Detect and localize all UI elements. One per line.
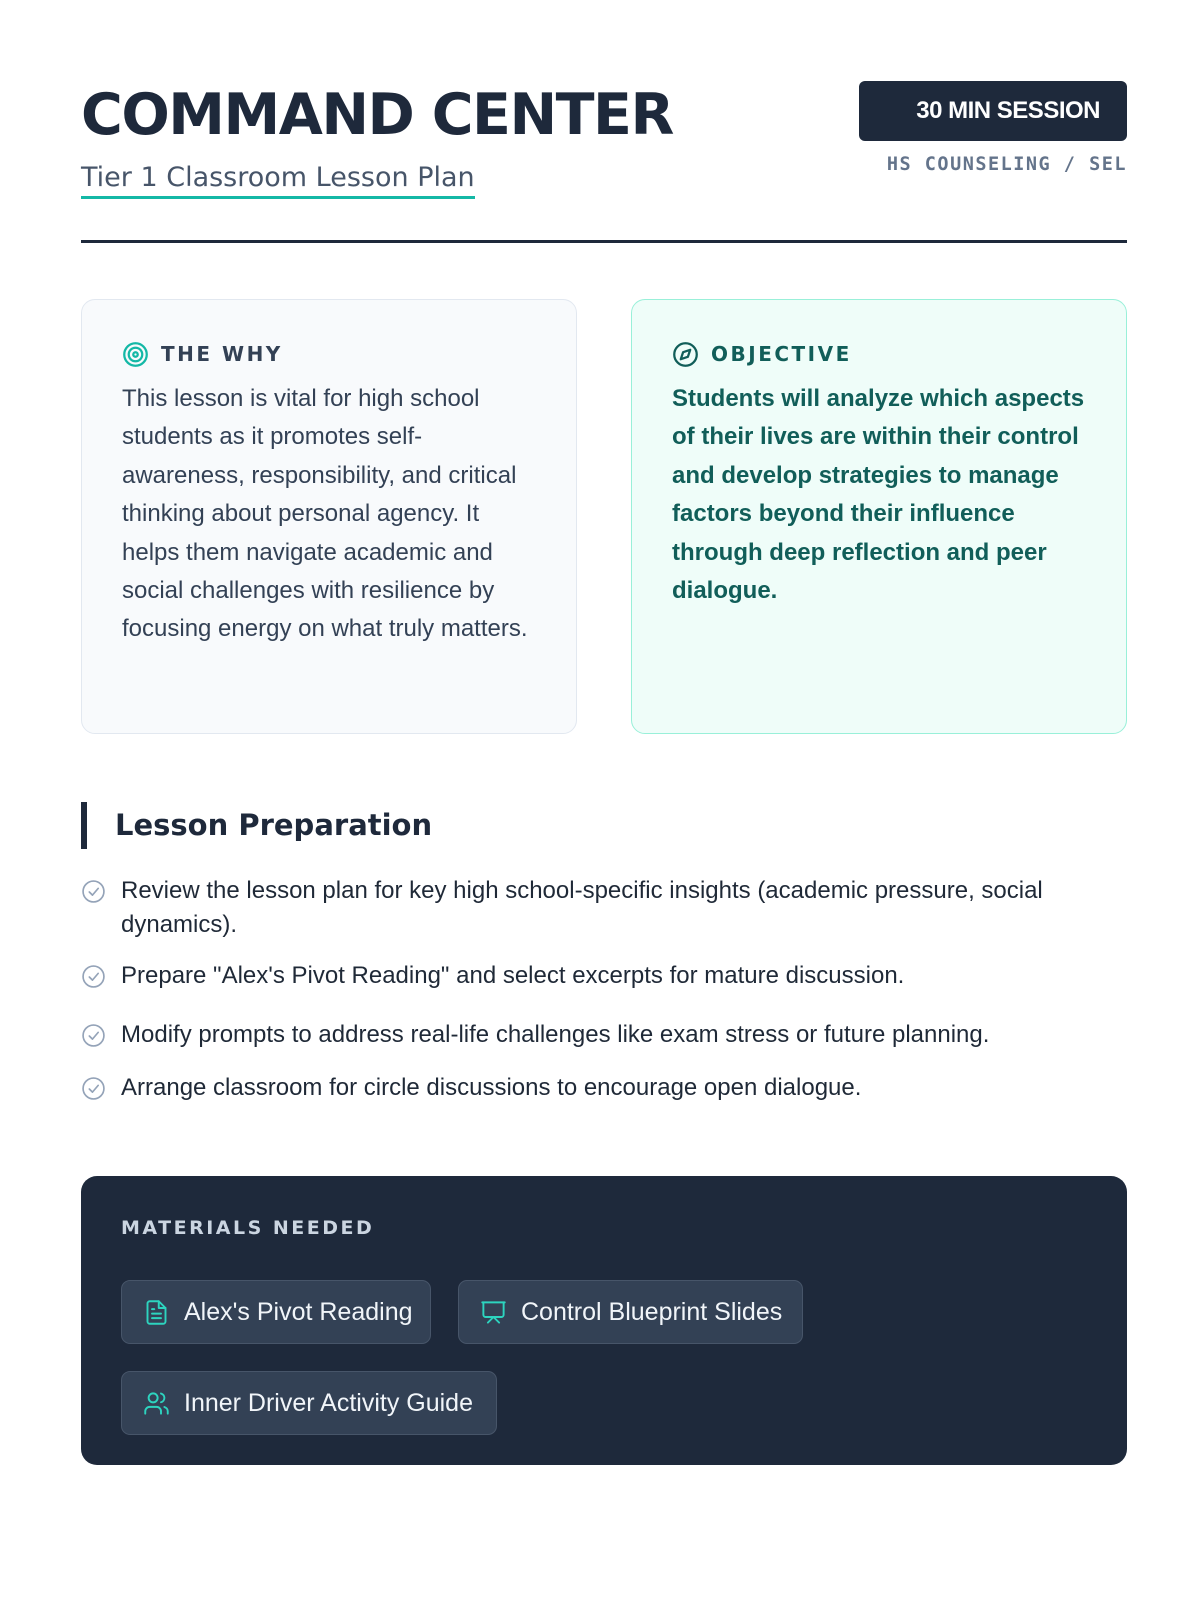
check-circle-icon (81, 964, 106, 989)
checklist-item-text: Modify prompts to address real-life challenges like exam stress or future planning. (121, 1021, 990, 1048)
material-chip-label: Alex's Pivot Reading (184, 1297, 413, 1326)
material-chip-pivot-reading[interactable] (121, 1280, 431, 1344)
material-chip-blueprint-slides[interactable] (458, 1280, 803, 1344)
preparation-heading: Lesson Preparation (81, 802, 432, 849)
department-label: HS COUNSELING / SEL (886, 154, 1127, 175)
checklist-item (81, 959, 1127, 993)
document-icon (143, 1299, 170, 1326)
checklist-item-text: Prepare "Alex's Pivot Reading" and select excerpts for mature discussion. (121, 962, 905, 989)
objective-card (631, 299, 1127, 734)
check-circle-icon (81, 879, 106, 904)
objective-body: Students will analyze which aspects of their lives are within their control and develop strategies to manage factors beyond their influence through deep reflection and peer dialogue. (672, 385, 1085, 605)
objective-card-header (672, 340, 1086, 368)
objective-label: OBJECTIVE (711, 342, 852, 366)
page-header (81, 80, 1127, 243)
material-chip-label: Control Blueprint Slides (521, 1297, 783, 1326)
why-card (81, 299, 577, 734)
material-chip-label: Inner Driver Activity Guide (184, 1388, 473, 1417)
checklist-item-text: Arrange classroom for circle discussions to encourage open dialogue. (121, 1074, 862, 1101)
checklist-item (81, 874, 1127, 942)
compass-icon (672, 341, 699, 368)
materials-panel (81, 1176, 1127, 1465)
page-subtitle: Tier 1 Classroom Lesson Plan (81, 160, 475, 199)
check-circle-icon (81, 1023, 106, 1048)
page-title: COMMAND CENTER (81, 82, 673, 148)
why-card-header (122, 340, 536, 368)
preparation-checklist (81, 874, 1127, 1105)
presentation-icon (480, 1299, 507, 1326)
materials-heading: MATERIALS NEEDED (121, 1217, 375, 1239)
checklist-item (81, 1018, 1127, 1052)
checklist-item (81, 1071, 1127, 1105)
users-icon (143, 1390, 170, 1417)
checklist-item-text: Review the lesson plan for key high school-specific insights (academic pressure, social dynamics). (121, 877, 1043, 938)
session-duration-badge: 30 MIN SESSION (859, 81, 1127, 141)
target-icon (122, 341, 149, 368)
material-chip-activity-guide[interactable] (121, 1371, 497, 1435)
check-circle-icon (81, 1076, 106, 1101)
why-label: THE WHY (161, 342, 283, 366)
why-body: This lesson is vital for high school students as it promotes self-awareness, responsibility, and critical thinking about personal agency. It helps them navigate academic and social challenges with resilience by focusing energy on what truly matters. (122, 385, 528, 643)
